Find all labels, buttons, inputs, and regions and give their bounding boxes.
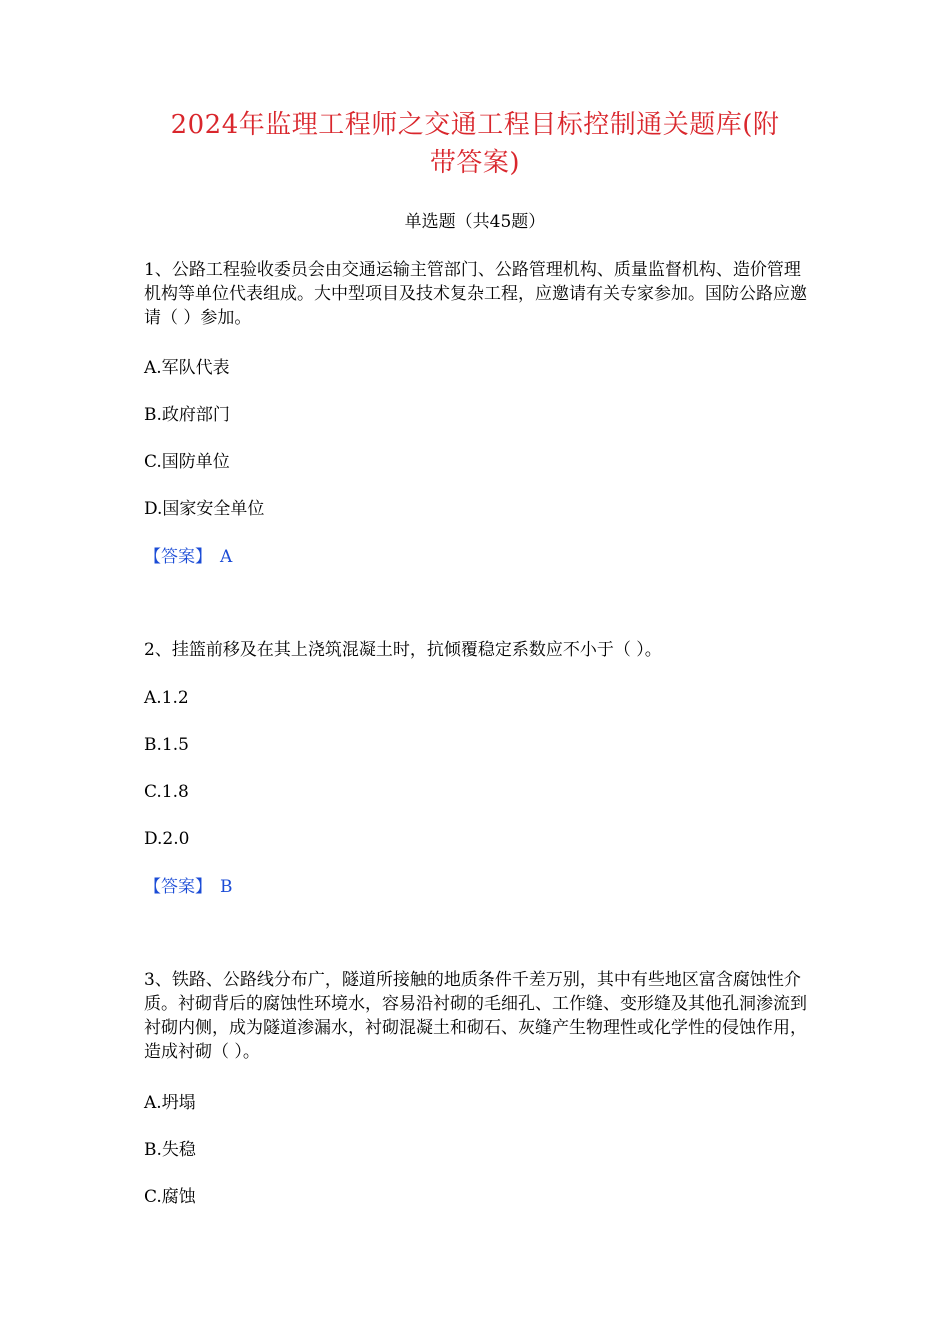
question-1-option-d: D.国家安全单位 (144, 499, 265, 519)
answer-tag: 【答案】 (144, 877, 212, 897)
title-line-1: 2024年监理工程师之交通工程目标控制通关题库(附 (170, 110, 780, 140)
question-1-stem: 1、公路工程验收委员会由交通运输主管部门、公路管理机构、质量监督机构、造价管理机构等单位代表组成。大中型项目及技术复杂工程，应邀请有关专家参加。国防公路应邀请（ ）参加。 (144, 260, 807, 328)
question-2-option-a: A.1.2 (144, 688, 189, 708)
document-title (120, 106, 830, 182)
question-1-option-a: A.军队代表 (144, 358, 230, 378)
question-2-answer (144, 875, 233, 899)
answer-value: A (220, 547, 233, 567)
question-1-option-b: B.政府部门 (144, 405, 230, 425)
question-2-option-d: D.2.0 (144, 829, 190, 849)
question-2-option-b: B.1.5 (144, 735, 189, 755)
question-2-option-c: C.1.8 (144, 782, 189, 802)
question-1-option-c: C.国防单位 (144, 452, 230, 472)
question-1-answer (144, 545, 232, 569)
question-3-option-b: B.失稳 (144, 1140, 196, 1160)
section-heading: 单选题（共45题） (404, 212, 546, 232)
answer-tag: 【答案】 (144, 547, 212, 567)
question-2-stem: 2、挂篮前移及在其上浇筑混凝土时，抗倾覆稳定系数应不小于（ ）。 (144, 640, 662, 660)
question-3-option-c: C.腐蚀 (144, 1187, 196, 1207)
question-3-stem: 3、铁路、公路线分布广，隧道所接触的地质条件千差万别，其中有些地区富含腐蚀性介质。衬砌背后的腐蚀性环境水，容易沿衬砌的毛细孔、工作缝、变形缝及其他孔洞渗流到衬砌内侧，成为隧道渗漏水，衬砌混凝土和砌石、灰缝产生物理性或化学性的侵蚀作用，造成衬砌（ ）。 (144, 970, 807, 1062)
answer-value: B (220, 877, 233, 897)
question-3-option-a: A.坍塌 (144, 1093, 196, 1113)
title-line-2: 带答案) (429, 148, 521, 178)
